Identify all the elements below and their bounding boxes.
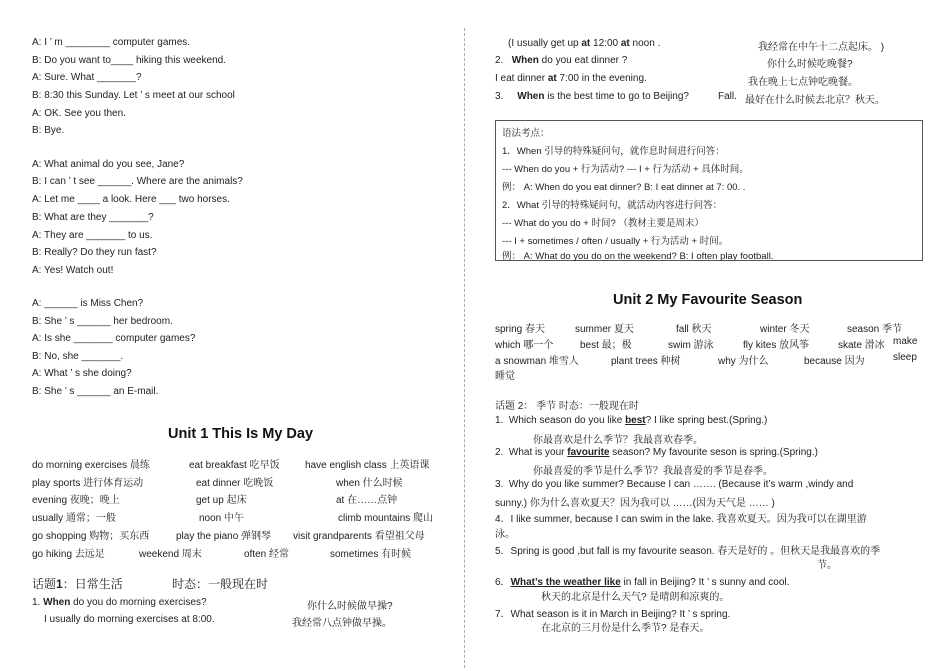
u2-item-1 [495, 415, 767, 426]
grammar-line: 2．What 引导的特殊疑问句，就活动内容进行问答： [502, 200, 723, 211]
q3-question [495, 91, 689, 102]
vocab-item: summer 夏天 [575, 324, 634, 335]
dialog-line: A: Sure. What _______? [32, 72, 142, 83]
q3-chinese: 最好在什么时候去北京？秋天。 [745, 95, 885, 106]
topic1-heading [32, 575, 123, 592]
q-text: I eat dinner [495, 73, 548, 84]
q2-chinese: 你什么时候吃晚餐? [767, 59, 853, 70]
vocab-item: play the piano 弹钢琴 [176, 531, 272, 542]
grammar-line: 例： A: When do you eat dinner? B: I eat dinner at 7: 00. . [502, 182, 746, 193]
u2-item-5: 5．Spring is good ,but fall is my favourite season. 春天是好的 。但秋天是我最喜欢的季 [495, 546, 881, 557]
u2-item-4: 4．I like summer, because I can swim in the lake. 我喜欢夏天。因为我可以在湖里游 [495, 514, 867, 525]
q-keyword: at [620, 38, 630, 49]
q-text: (I usually get up [508, 38, 582, 49]
dialog-line: B: What are they _______? [32, 212, 154, 223]
vocab-item: eat breakfast 吃早饭 [189, 460, 280, 471]
q-keyword: When [517, 91, 545, 102]
u2-item-4-cont: 泳。 [495, 529, 515, 540]
vocab-item: usually 通常；一般 [32, 513, 116, 524]
vocab-item: have english class 上英语课 [305, 460, 430, 471]
q-keyword: favourite [567, 447, 610, 458]
grammar-line: --- When do you + 行为活动? --- I + 行为活动 + 具体时间。 [502, 164, 749, 175]
topic1-tense: 时态：一般现在时 [172, 577, 269, 591]
u2-item-7: 7．What season is it in March in Beijing? It ’ s spring. [495, 609, 731, 620]
dialog-line: B: 8:30 this Sunday. Let ’ s meet at our school [32, 90, 235, 101]
vocab-item: best 最；极 [580, 340, 632, 351]
vocab-item: spring 春天 [495, 324, 546, 335]
grammar-line: --- I + sometimes / often / usually + 行为活动 + 时间。 [502, 236, 729, 247]
column-divider [464, 28, 465, 668]
vocab-item: swim 游泳 [668, 340, 714, 351]
q-number: 3. [495, 479, 504, 490]
vocab-item: get up 起床 [196, 495, 247, 506]
q-text: 7:00 in the evening. [556, 73, 647, 84]
vocab-item: go shopping 购物；买东西 [32, 531, 150, 542]
u2-item-1-chinese: 你最喜欢是什么季节？我最喜欢春季。 [533, 435, 703, 446]
vocab-item: visit grandparents 看望祖父母 [293, 531, 425, 542]
q-number: 2. [495, 447, 504, 458]
q-number: 1. [495, 415, 504, 426]
q-number: 3. [495, 91, 504, 102]
unit1-title: Unit 1 This Is My Day [168, 426, 314, 442]
vocab-item: fall 秋天 [676, 324, 712, 335]
vocab-item: climb mountains 爬山 [338, 513, 434, 524]
dialog-line: A: OK. See you then. [32, 108, 126, 119]
vocab-item: at 在……点钟 [336, 495, 398, 506]
vocab-item: 睡觉 [495, 371, 515, 382]
q1b-line [508, 38, 660, 49]
a2-answer [495, 73, 647, 84]
a1-chinese: 我经常八点钟做早操。 [292, 618, 392, 629]
q-number: 2. [495, 55, 504, 66]
q-text: in fall in Beijing? It ’ s sunny and cool. [620, 577, 790, 588]
vocab-item: often 经常 [244, 549, 290, 560]
u2-item-3 [495, 479, 853, 490]
q2-question [495, 55, 627, 66]
unit2-title: Unit 2 My Favourite Season [613, 292, 803, 308]
vocab-item: a snowman 堆雪人 [495, 356, 579, 367]
vocab-item: eat dinner 吃晚饭 [196, 478, 274, 489]
vocab-item: play sports 进行体育运动 [32, 478, 144, 489]
q-keyword: When [43, 597, 71, 608]
u2-item-2-chinese: 你最喜爱的季节是什么季节？我最喜爱的季节是春季。 [533, 466, 773, 477]
vocab-item: which 哪一个 [495, 340, 554, 351]
u2-item-7-chinese: 在北京的三月份是什么季节? 是春天。 [541, 623, 710, 634]
q-text: is the best time to go to Beijing? [544, 91, 689, 102]
q-number: 6． [495, 577, 511, 588]
grammar-line: --- What do you do + 时间? （教材主要是周末） [502, 218, 704, 229]
q-keyword: When [511, 55, 539, 66]
vocab-item: evening 夜晚；晚上 [32, 495, 120, 506]
topic-label: 话题 [32, 577, 57, 591]
q-text: Why do you like summer? Because I can ……. (Because it’s warm ,windy and [508, 479, 854, 490]
grammar-line: 1．When 引导的特殊疑问句，就作息时间进行问答： [502, 146, 725, 157]
vocab-item: when 什么时候 [336, 478, 403, 489]
dialog-line: A: Let me ____ a look. Here ___ two horses. [32, 194, 230, 205]
dialog-line: B: I can ’ t see ______. Where are the animals? [32, 176, 243, 187]
u2-item-6-chinese: 秋天的北京是什么天气? 是晴朗和凉爽的。 [541, 592, 730, 603]
q-keyword: best [625, 415, 646, 426]
vocab-item: season 季节 [847, 324, 903, 335]
dialog-line: A: I ’ m ________ computer games. [32, 37, 191, 48]
grammar-title: 语法考点： [502, 128, 550, 139]
vocab-item: weekend 周末 [139, 549, 202, 560]
dialog-line: A: Yes! Watch out! [32, 265, 114, 276]
dialog-line: B: No, she _______. [32, 351, 124, 362]
dialog-line: A: ______ is Miss Chen? [32, 298, 144, 309]
vocab-item: fly kites 放风筝 [743, 340, 810, 351]
vocab-item: do morning exercises 晨练 [32, 460, 150, 471]
q-keyword: at [581, 38, 591, 49]
vocab-item: winter 冬天 [760, 324, 810, 335]
dialog-line: B: Really? Do they run fast? [32, 247, 157, 258]
grammar-line: 例： A: What do you do on the weekend? B: I often play football. [502, 251, 774, 262]
q-text: 12:00 [590, 38, 621, 49]
vocab-item: noon 中午 [199, 513, 245, 524]
q1-chinese: 你什么时候做早操? [307, 601, 393, 612]
q-text: do you do morning exercises? [70, 597, 207, 608]
vocab-item: sleep [893, 352, 917, 363]
q3-answer: Fall. [718, 91, 737, 102]
dialog-line: A: What animal do you see, Jane? [32, 159, 185, 170]
q-text: What is your [508, 447, 568, 458]
topic-number: 1 [56, 577, 63, 591]
dialog-line: B: Bye. [32, 125, 65, 136]
vocab-item: skate 滑冰 [838, 340, 885, 351]
dialog-line: A: They are _______ to us. [32, 230, 153, 241]
vocab-item: why 为什么 [718, 356, 769, 367]
q-number: 1. [32, 597, 41, 608]
vocab-item: sometimes 有时候 [330, 549, 412, 560]
dialog-line: B: Do you want to____ hiking this weekend. [32, 55, 227, 66]
q-text: noon . [629, 38, 661, 49]
u2-item-2 [495, 447, 818, 458]
q1b-chinese: 我经常在中午十二点起床。 ) [758, 42, 885, 53]
vocab-item: because 因为 [804, 356, 865, 367]
dialog-line: A: What ’ s she doing? [32, 368, 132, 379]
q-text: Which season do you like [508, 415, 626, 426]
q-text: season? My favourite seson is spring.(Spring.) [609, 447, 818, 458]
q-keyword: at [547, 73, 557, 84]
vocab-item: go hiking 去远足 [32, 549, 105, 560]
q-text: do you eat dinner ? [538, 55, 628, 66]
dialog-line: B: She ’ s ______ her bedroom. [32, 316, 173, 327]
q-text: ? I like spring best.(Spring.) [645, 415, 768, 426]
a1-answer: I usually do morning exercises at 8:00. [44, 614, 215, 625]
q-keyword: What’s the weather like [510, 577, 621, 588]
grammar-box [495, 120, 923, 261]
u2-item-6 [495, 573, 789, 588]
u2-item-3-cont: sunny.) 你为什么喜欢夏天？因为我可以 ……(因为天气是 …… ) [495, 498, 775, 509]
vocab-item: plant trees 种树 [611, 356, 681, 367]
topic-title: ：日常生活 [62, 577, 123, 591]
a2-chinese: 我在晚上七点钟吃晚餐。 [748, 77, 858, 88]
topic2-heading: 话题 2： 季节 时态：一般现在时 [495, 401, 639, 412]
dialog-line: A: Is she _______ computer games? [32, 333, 196, 344]
vocab-item: make [893, 336, 918, 347]
dialog-line: B: She ’ s ______ an E-mail. [32, 386, 159, 397]
q1-question [32, 597, 207, 608]
u2-item-5-cont: 节。 [817, 560, 837, 571]
